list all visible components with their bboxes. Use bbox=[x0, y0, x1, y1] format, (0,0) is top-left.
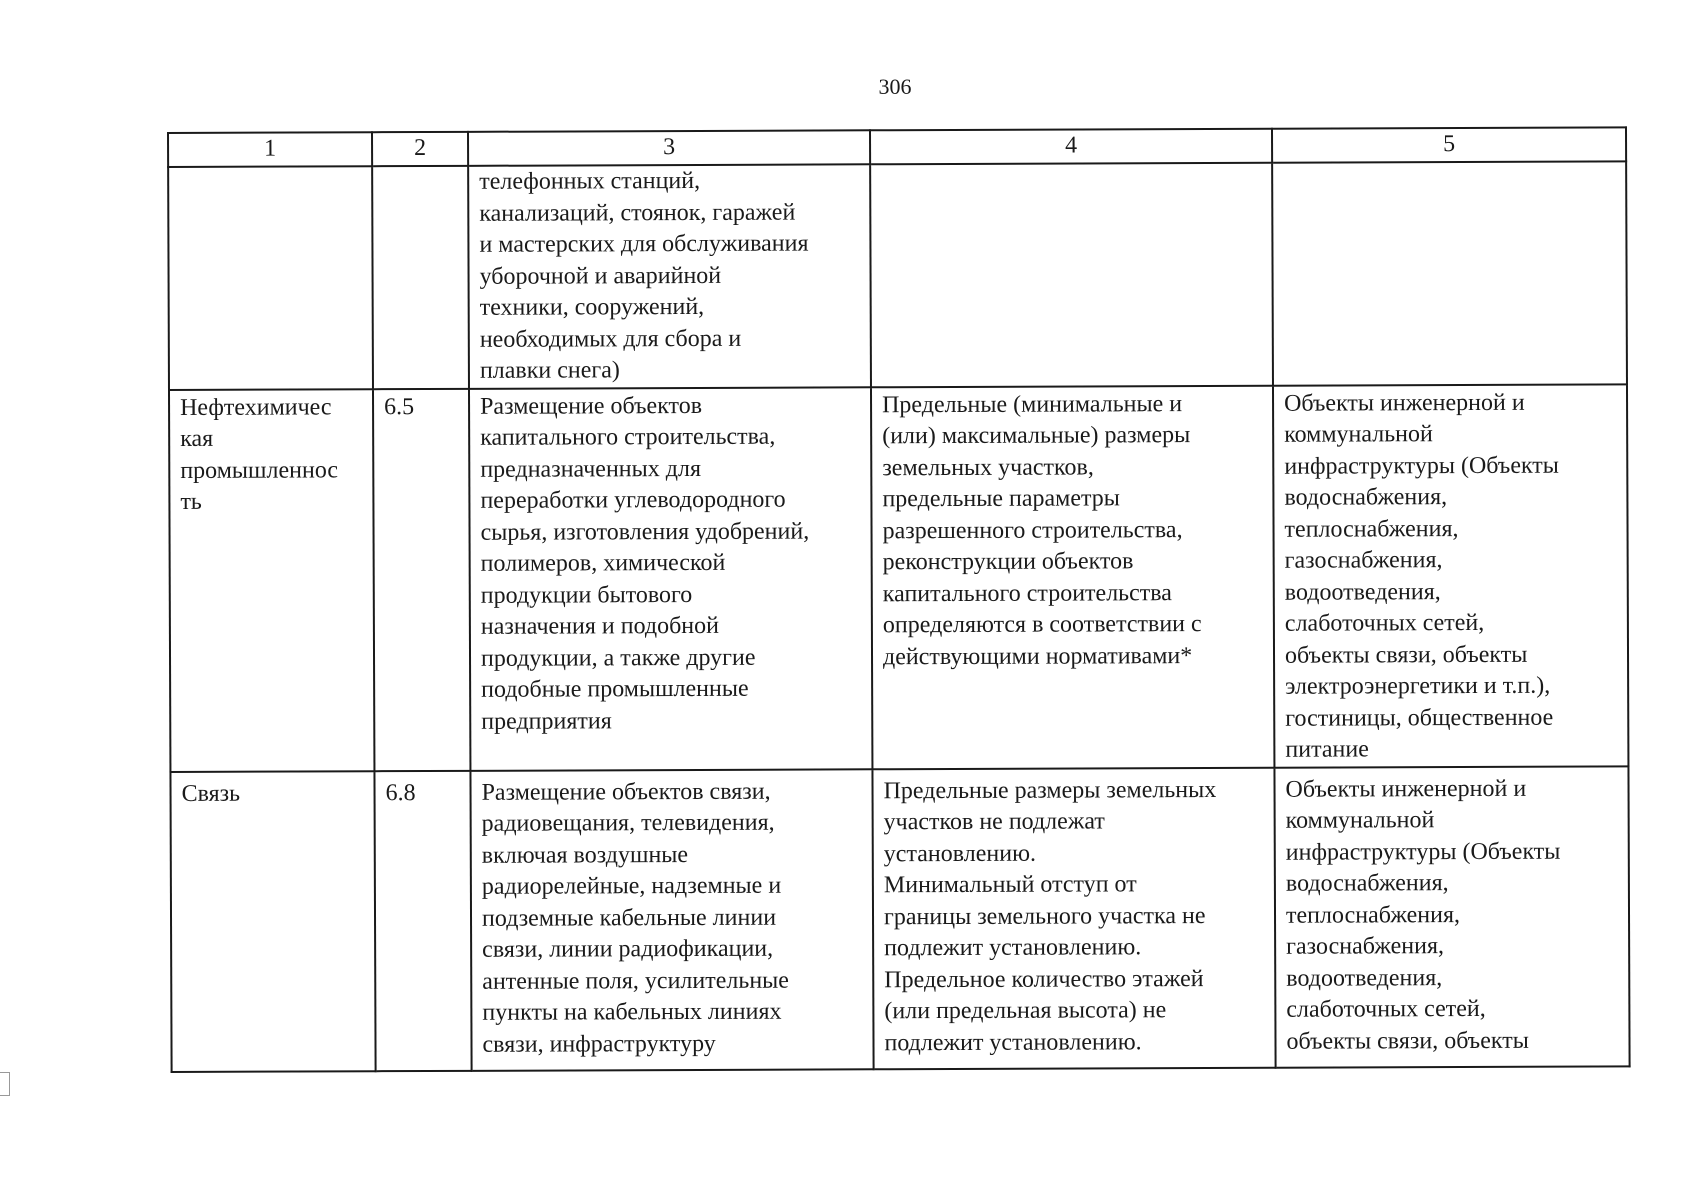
use-description-cell: Размещение объектов капитального строительства, предназначенных для переработки углеводородного сырья, изготовления удобрений, полимеров, химической продукции бытового назначения и подобной продукции, а также другие подобные промышленные предприятия bbox=[469, 387, 872, 771]
use-name-cell: Нефтехимичес кая промышленнос ть bbox=[169, 389, 374, 772]
column-header-5: 5 bbox=[1272, 127, 1626, 162]
use-description-cell: Размещение объектов связи, радиовещания, телевидения, включая воздушные радиорелейные, надземные и подземные кабельные линии связи, линии радиофикации, антенные поля, усилительные пункты на кабельных линиях связи, инфраструктуру bbox=[470, 769, 873, 1071]
table-row bbox=[170, 766, 1629, 1072]
header-row bbox=[168, 127, 1626, 167]
parameters-cell: Предельные размеры земельных участков не подлежат установлению. Минимальный отступ от границы земельного участка не подлежит установлению. Предельное количество этажей (или предельная высота) не подлежит установлению. bbox=[872, 767, 1275, 1069]
use-name-cell: Связь bbox=[170, 771, 375, 1072]
page-number: 306 bbox=[878, 74, 912, 99]
land-use-table bbox=[167, 126, 1631, 1072]
parameters-cell: Предельные (минимальные и (или) максимальные) размеры земельных участков, предельные параметры разрешенного строительства, реконструкции объектов капитального строительства определяются в соответствии с действующими нормативами* bbox=[871, 385, 1274, 769]
table-row bbox=[169, 384, 1628, 772]
column-header-4: 4 bbox=[870, 129, 1272, 165]
column-header-1: 1 bbox=[168, 132, 372, 167]
use-code-cell bbox=[372, 166, 469, 389]
auxiliary-uses-cell: Объекты инженерной и коммунальной инфраструктуры (Объекты водоснабжения, теплоснабжения, газоснабжения, водоотведения, слаботочных сетей, объекты связи, объекты электроэнергетики и т.п.), гостиницы, общественное питание bbox=[1273, 384, 1628, 767]
column-header-3: 3 bbox=[468, 130, 870, 166]
use-name-cell bbox=[168, 166, 373, 389]
table-row bbox=[168, 161, 1627, 389]
auxiliary-uses-cell: Объекты инженерной и коммунальной инфраструктуры (Объекты водоснабжения, теплоснабжения, газоснабжения, водоотведения, слаботочных сетей, объекты связи, объекты bbox=[1274, 766, 1629, 1067]
scan-edge-mark bbox=[0, 1072, 10, 1096]
use-description-cell: телефонных станций, канализаций, стоянок, гаражей и мастерских для обслуживания уборочной и аварийной техники, сооружений, необходимых для сбора и плавки снега) bbox=[468, 164, 871, 388]
auxiliary-uses-cell bbox=[1272, 161, 1627, 385]
parameters-cell bbox=[870, 163, 1273, 387]
column-header-2: 2 bbox=[372, 132, 468, 166]
use-code-cell: 6.8 bbox=[374, 770, 471, 1070]
use-code-cell: 6.5 bbox=[373, 388, 470, 770]
